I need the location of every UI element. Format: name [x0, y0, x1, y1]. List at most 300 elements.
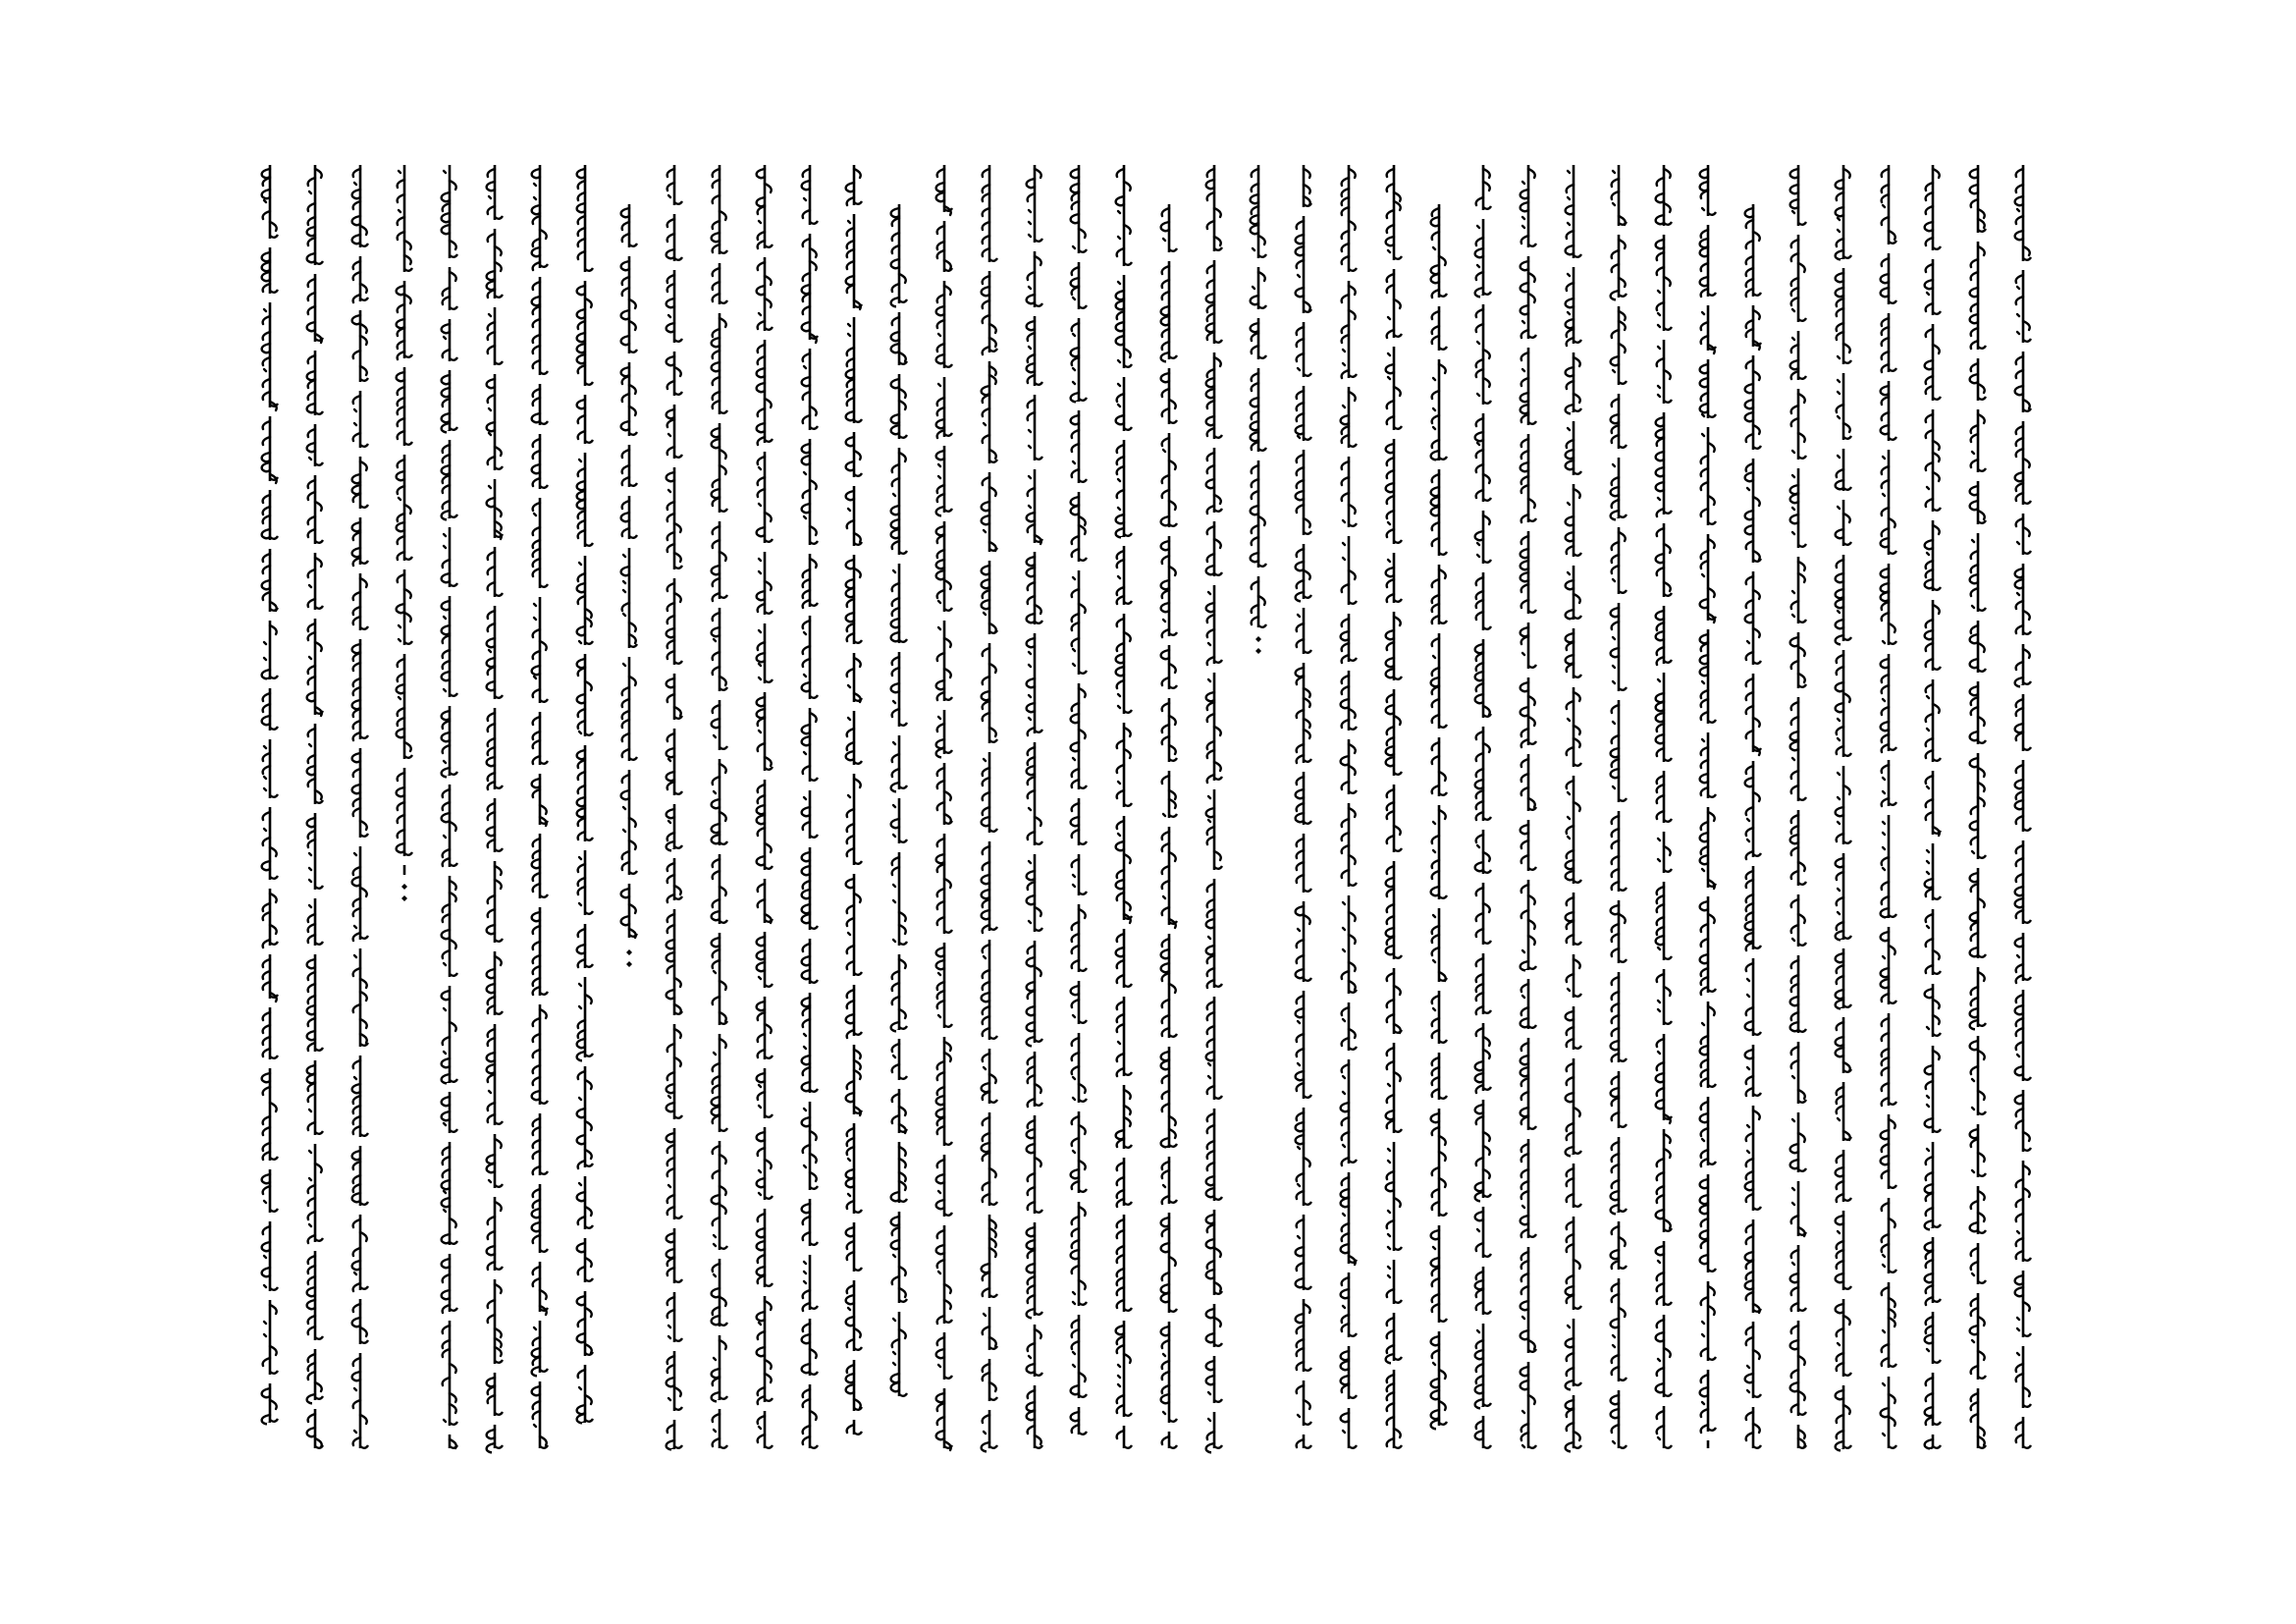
glyph-stroke [489, 1091, 491, 1093]
word-tail [629, 244, 637, 246]
word-tail [1574, 616, 1581, 619]
word-gap [941, 1449, 947, 1458]
word-tail [1483, 1254, 1491, 1257]
word-tail [1394, 1445, 1402, 1448]
glyph-stroke [1298, 275, 1300, 277]
word-tail [2023, 408, 2031, 411]
word-gap [582, 1423, 588, 1432]
glyph-stroke [1208, 1392, 1210, 1394]
word-gap [941, 934, 947, 943]
glyph-stroke [1208, 679, 1210, 681]
word-gap [1166, 1449, 1172, 1458]
glyph-stroke [759, 1170, 761, 1172]
word-tail [585, 440, 593, 443]
word-tail [1798, 1308, 1806, 1311]
word-gap [1211, 1201, 1217, 1210]
word-tail [1035, 239, 1042, 242]
word-gap [447, 1449, 453, 1458]
word-gap [1436, 624, 1442, 633]
glyph-stroke [1029, 235, 1031, 237]
word-tail [899, 942, 907, 945]
word-tail [810, 1089, 818, 1092]
word-gap [1032, 1107, 1038, 1115]
word-tail [2023, 1077, 2031, 1080]
glyph-stroke [309, 1110, 311, 1111]
word-gap [312, 1242, 318, 1251]
glyph-stroke [1658, 498, 1660, 500]
glyph-stroke [1568, 274, 1570, 276]
glyph-stroke [264, 777, 266, 779]
word-gap [1480, 1258, 1486, 1267]
glyph-stroke [1792, 615, 1794, 617]
word-gap [267, 1059, 273, 1068]
word-gap [312, 342, 318, 351]
word-gap [1211, 439, 1217, 448]
word-gap [717, 513, 722, 521]
word-gap [1616, 1062, 1622, 1071]
glyph-stroke [714, 639, 716, 641]
word-gap [1480, 405, 1486, 413]
word-tail [1978, 468, 1986, 471]
word-tail [1978, 1023, 1986, 1026]
word-tail [899, 1129, 907, 1132]
glyph-stroke [1568, 792, 1570, 794]
word-tail [315, 411, 323, 414]
word-tail [1843, 1137, 1851, 1140]
word-gap [671, 1449, 677, 1458]
column-glyphs [1651, 159, 1677, 1461]
glyph-stroke [1613, 171, 1615, 173]
glyph-stroke [1838, 218, 1840, 220]
word-tail [1079, 1394, 1087, 1397]
word-gap [312, 466, 318, 475]
glyph-stroke [309, 905, 311, 907]
word-tail [1439, 621, 1447, 623]
word-gap [987, 743, 992, 752]
word-gap [626, 436, 632, 445]
word-tail [899, 723, 907, 726]
glyph-stroke [1747, 1125, 1749, 1127]
word-tail [720, 1323, 727, 1326]
glyph-stroke [1522, 369, 1524, 371]
glyph-stroke [1073, 334, 1075, 336]
word-gap [1616, 963, 1622, 972]
glyph-stroke [804, 797, 806, 799]
word-tail [315, 606, 323, 609]
glyph-stroke [1747, 995, 1749, 997]
text-column [1786, 159, 1811, 1461]
word-gap [896, 365, 902, 374]
word-gap [896, 303, 902, 312]
glyph-stroke [1747, 1151, 1749, 1153]
column-glyphs [257, 159, 283, 1461]
word-tail [585, 1419, 593, 1422]
glyph-stroke [1388, 353, 1390, 355]
word-gap [1975, 1115, 1981, 1124]
word-tail [1619, 445, 1627, 448]
text-column [1876, 159, 1901, 1461]
glyph-stroke [984, 530, 986, 532]
word-tail [540, 992, 548, 995]
word-tail [1483, 626, 1491, 629]
word-gap [1346, 731, 1352, 739]
word-gap [1346, 605, 1352, 614]
word-tail [1843, 1373, 1851, 1376]
glyph-stroke [623, 830, 625, 832]
word-tail [1753, 1394, 1761, 1397]
word-tail [1889, 241, 1896, 244]
word-gap [1121, 266, 1127, 275]
word-gap [987, 352, 992, 361]
glyph-stroke [1029, 665, 1031, 667]
word-gap [717, 1326, 722, 1335]
glyph-stroke [804, 198, 806, 200]
word-tail [1214, 435, 1222, 438]
glyph-stroke [1163, 1412, 1165, 1414]
word-gap [717, 599, 722, 608]
word-tail [1753, 1445, 1761, 1448]
word-tail [2023, 828, 2031, 831]
glyph-stroke [1208, 796, 1210, 798]
glyph-stroke [1613, 1345, 1615, 1347]
column-glyphs [482, 159, 507, 1461]
word-gap [1841, 757, 1846, 766]
word-tail [495, 593, 503, 596]
word-gap [1211, 988, 1217, 997]
glyph-stroke [804, 516, 806, 518]
word-gap [1255, 628, 1261, 637]
word-gap [1705, 418, 1711, 427]
word-tail [1798, 1029, 1806, 1032]
word-gap [1525, 811, 1531, 820]
word-tail [1574, 553, 1581, 556]
glyph-stroke [1702, 869, 1704, 871]
word-gap [267, 481, 273, 490]
glyph-stroke [1747, 979, 1749, 981]
word-gap [357, 1344, 363, 1353]
glyph-stroke [264, 829, 266, 831]
word-tail [360, 1286, 368, 1289]
word-tail [1933, 508, 1941, 511]
word-tail [1708, 1162, 1716, 1164]
word-gap [762, 988, 768, 997]
glyph-stroke [1702, 414, 1704, 416]
word-tail [1798, 943, 1806, 946]
glyph-stroke [1388, 522, 1390, 524]
glyph-stroke [1433, 656, 1435, 658]
glyph-stroke [1118, 834, 1120, 836]
word-gap [941, 825, 947, 834]
glyph-stroke [354, 853, 356, 855]
word-tail [810, 835, 818, 838]
glyph-stroke [1073, 1365, 1075, 1367]
word-tail [1394, 1129, 1402, 1132]
glyph-stroke [1343, 1092, 1345, 1094]
word-tail [1843, 1286, 1851, 1289]
word-gap [896, 789, 902, 798]
glyph-stroke [1073, 577, 1075, 579]
glyph-stroke [1522, 182, 1524, 184]
glyph-stroke [1029, 808, 1031, 810]
glyph-stroke [759, 559, 761, 561]
word-gap [267, 294, 273, 302]
word-tail [1349, 1160, 1357, 1163]
word-tail [1978, 608, 1986, 611]
glyph-stroke [1658, 1009, 1660, 1011]
text-column [302, 159, 328, 1461]
word-gap [492, 1364, 498, 1373]
word-gap [1525, 1353, 1531, 1362]
glyph-stroke [354, 1272, 356, 1274]
word-tail [1079, 558, 1087, 561]
glyph-stroke [984, 1067, 986, 1069]
word-tail [540, 584, 548, 587]
glyph-stroke [1433, 960, 1435, 962]
word-gap [1480, 945, 1486, 953]
word-gap [717, 750, 722, 759]
word-gap [717, 845, 722, 854]
word-tail [270, 676, 278, 678]
word-tail [270, 1287, 278, 1290]
glyph-stroke [1522, 1206, 1524, 1208]
word-tail [540, 421, 548, 424]
word-tail [1933, 1224, 1941, 1227]
glyph-stroke [264, 1201, 266, 1203]
word-tail [1528, 244, 1536, 246]
word-gap [1301, 763, 1307, 772]
glyph-stroke [1029, 861, 1031, 863]
word-gap [312, 804, 318, 813]
column-glyphs [347, 159, 373, 1461]
word-tail [899, 1393, 907, 1396]
glyph-stroke [2017, 1328, 2019, 1330]
glyph-stroke [1477, 543, 1479, 545]
word-gap [1166, 636, 1172, 645]
glyph-stroke [1838, 822, 1840, 824]
word-gap [1436, 1044, 1442, 1053]
glyph-stroke [1073, 758, 1075, 760]
word-gap [1480, 630, 1486, 639]
glyph-stroke [1658, 839, 1660, 840]
word-gap [1930, 975, 1936, 984]
word-tail [1035, 1103, 1042, 1106]
glyph-stroke [938, 1015, 940, 1017]
glyph-stroke [1477, 555, 1479, 557]
word-tail [1304, 203, 1311, 206]
word-gap [941, 212, 947, 221]
word-gap [537, 375, 543, 384]
word-gap [267, 1375, 273, 1383]
word-gap [1750, 1449, 1756, 1458]
word-tail [1619, 514, 1627, 517]
word-tail [1664, 400, 1672, 403]
word-gap [762, 870, 768, 879]
text-column [437, 159, 462, 1461]
word-gap [1391, 852, 1397, 861]
word-tail [1394, 955, 1402, 958]
word-tail [450, 1445, 457, 1448]
word-tail [495, 466, 503, 469]
word-gap [492, 220, 498, 229]
word-tail [629, 934, 637, 937]
word-tail [1798, 222, 1806, 225]
word-gap [492, 298, 498, 307]
word-tail [899, 435, 907, 438]
word-tail [1574, 880, 1581, 883]
word-gap [267, 1161, 273, 1169]
word-tail [1664, 956, 1672, 959]
column-glyphs [1291, 159, 1316, 1461]
word-tail [450, 772, 457, 775]
word-gap [447, 867, 453, 876]
word-tail [1619, 294, 1627, 297]
word-gap [357, 382, 363, 391]
word-gap [447, 587, 453, 596]
word-tail [989, 1100, 997, 1103]
word-tail [585, 911, 593, 914]
word-gap [1346, 272, 1352, 281]
word-gap [717, 1025, 722, 1034]
word-tail [540, 1445, 548, 1448]
word-gap [1795, 1172, 1801, 1181]
word-gap [1255, 568, 1261, 576]
glyph-stroke [848, 1159, 850, 1161]
glyph-stroke [1568, 312, 1570, 314]
word-tail [899, 1299, 907, 1302]
glyph-stroke [1343, 406, 1345, 407]
word-gap [1975, 1177, 1981, 1186]
word-gap [1616, 1270, 1622, 1278]
word-gap [717, 1250, 722, 1259]
word-tail [1304, 1422, 1311, 1425]
word-gap [1480, 1198, 1486, 1207]
glyph-stroke [1029, 347, 1031, 349]
word-gap [1525, 745, 1531, 754]
glyph-stroke [534, 1327, 536, 1329]
glyph-stroke [264, 658, 266, 660]
word-gap [1032, 624, 1038, 633]
word-tail [1349, 658, 1357, 661]
word-tail [1933, 246, 1941, 249]
glyph-stroke [893, 885, 895, 887]
word-gap [312, 544, 318, 553]
word-gap [1571, 1310, 1576, 1319]
word-tail [1349, 1333, 1357, 1336]
glyph-stroke [759, 571, 761, 573]
word-gap [987, 1449, 992, 1458]
word-gap [537, 268, 543, 277]
glyph-stroke [1433, 408, 1435, 410]
glyph-stroke [984, 1314, 986, 1316]
glyph-stroke [354, 926, 356, 928]
word-tail [1753, 1309, 1761, 1312]
word-gap [1795, 460, 1801, 468]
word-tail [1843, 360, 1851, 363]
glyph-stroke [2017, 955, 2019, 957]
word-gap [1661, 226, 1667, 235]
word-gap [357, 565, 363, 573]
word-gap [1795, 1312, 1801, 1321]
glyph-stroke [1883, 868, 1885, 870]
word-gap [1301, 893, 1307, 901]
glyph-stroke [1118, 1365, 1120, 1367]
glyph-stroke [1029, 506, 1031, 508]
word-gap [1661, 762, 1667, 771]
glyph-stroke [264, 1334, 266, 1336]
word-tail [1258, 254, 1266, 257]
glyph-stroke [264, 1256, 266, 1258]
word-gap [941, 368, 947, 377]
word-tail [1528, 665, 1536, 668]
word-tail [1933, 1422, 1941, 1425]
word-tail [944, 1376, 952, 1379]
word-gap [1841, 940, 1846, 948]
glyph-stroke [1118, 1384, 1120, 1386]
word-gap [1076, 675, 1082, 683]
glyph-stroke [804, 472, 806, 474]
word-tail [1079, 479, 1087, 482]
glyph-stroke [1927, 487, 1929, 489]
word-tail [540, 1249, 548, 1252]
glyph-stroke [668, 1326, 670, 1327]
word-tail [1933, 831, 1941, 834]
glyph-stroke [264, 1322, 266, 1324]
word-tail [1214, 1096, 1222, 1099]
word-tail [1079, 249, 1087, 252]
glyph-stroke [984, 1432, 986, 1434]
word-gap [1886, 1273, 1892, 1282]
word-tail [720, 595, 727, 598]
word-tail [1483, 560, 1491, 563]
word-tail [854, 542, 862, 545]
word-gap [537, 1105, 543, 1113]
word-tail [1889, 641, 1896, 644]
glyph-stroke [938, 717, 940, 719]
word-tail [1708, 1269, 1716, 1272]
word-gap [447, 1083, 453, 1092]
text-column [482, 159, 507, 1461]
glyph-stroke [1927, 850, 1929, 852]
word-tail [1528, 518, 1536, 521]
glyph-stroke [1298, 368, 1300, 370]
word-tail [1124, 710, 1132, 713]
word-gap [1391, 776, 1397, 785]
word-tail [674, 455, 682, 458]
word-gap [1436, 1323, 1442, 1331]
word-tail [585, 382, 593, 385]
word-gap [447, 518, 453, 527]
glyph-stroke [2017, 1055, 2019, 1056]
word-tail [315, 1396, 323, 1399]
word-tail [810, 1186, 818, 1189]
word-gap [1391, 1133, 1397, 1142]
glyph-stroke [1883, 699, 1885, 701]
glyph-stroke [1568, 719, 1570, 721]
glyph-stroke [714, 1358, 716, 1360]
glyph-stroke [579, 641, 581, 643]
word-tail [765, 244, 773, 247]
glyph-stroke [2017, 314, 2019, 316]
word-tail [1978, 740, 1986, 743]
word-tail [765, 1445, 773, 1448]
word-gap [1975, 673, 1981, 681]
glyph-stroke [1298, 1021, 1300, 1023]
word-gap [1616, 449, 1622, 458]
word-gap [1930, 671, 1936, 679]
word-tail [1349, 523, 1357, 526]
word-gap [267, 880, 273, 889]
glyph-stroke [489, 196, 491, 198]
